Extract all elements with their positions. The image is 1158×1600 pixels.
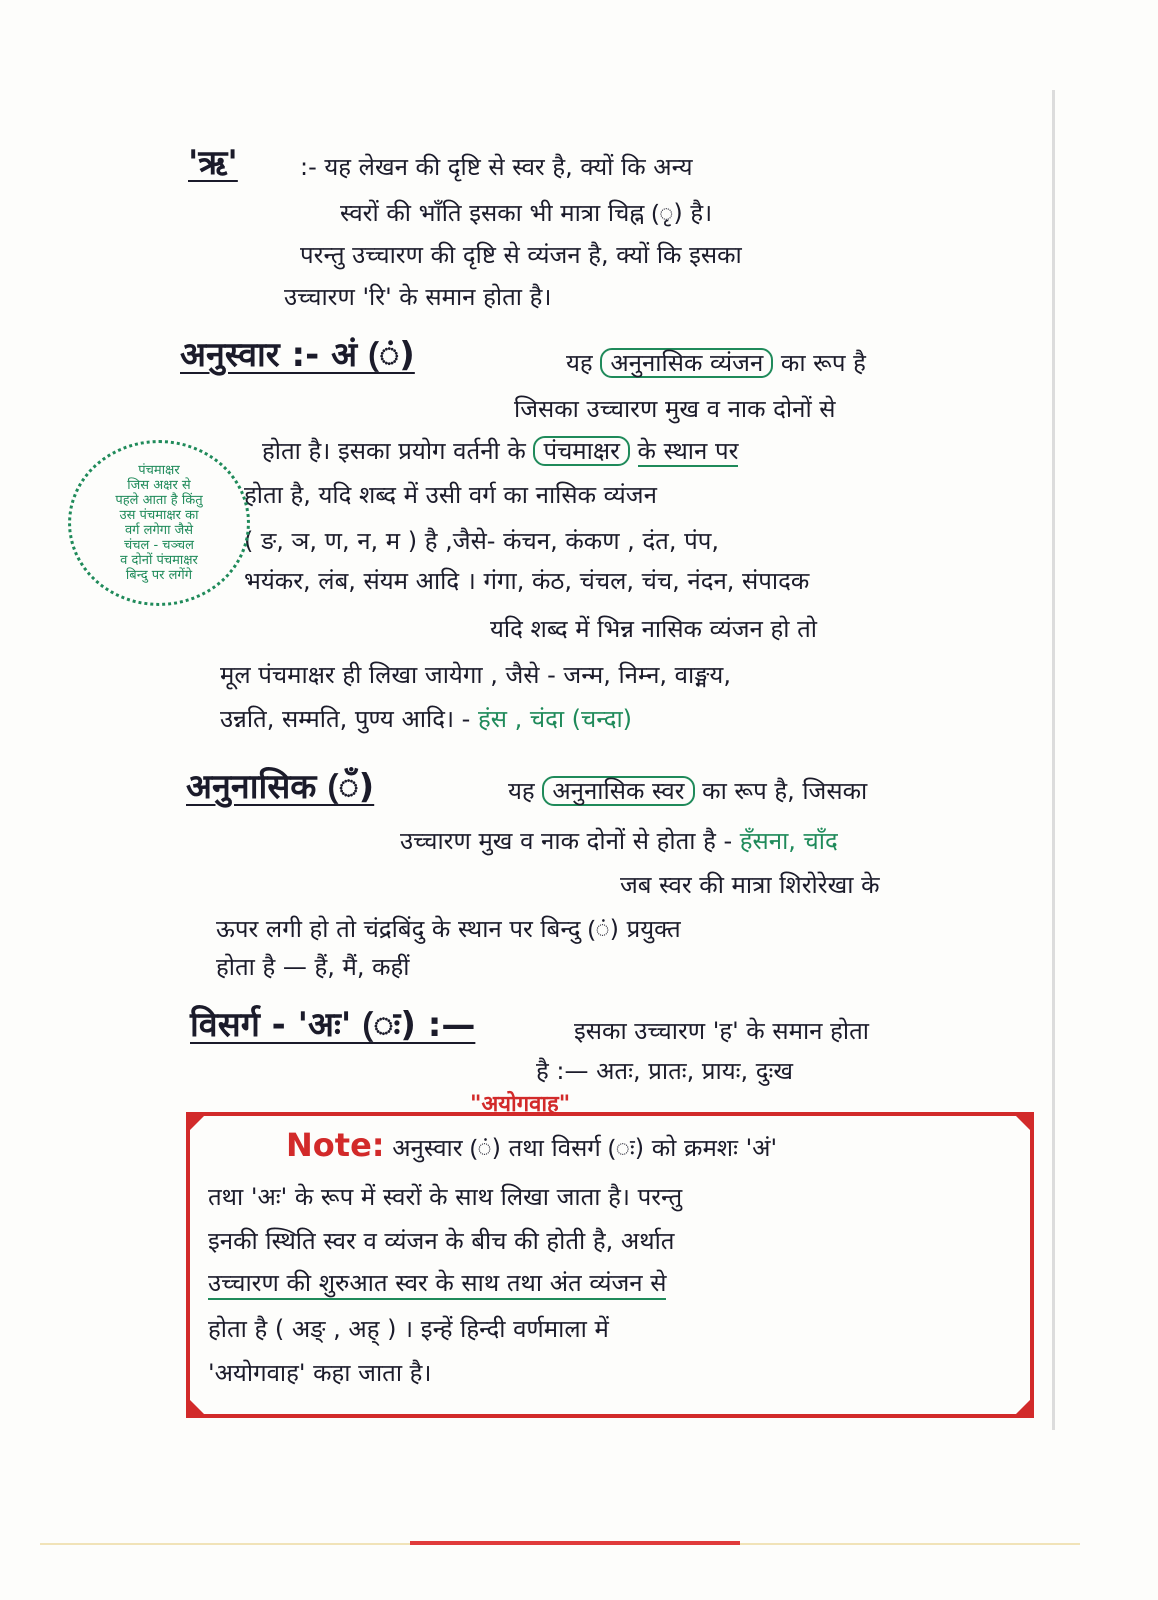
ri-line-2: स्वरों की भाँति इसका भी मात्रा चिह्न (ृ) है। [340,199,713,227]
note-line-1-text: अनुस्वार (ं) तथा विसर्ग (ः) को क्रमशः 'अं' [392,1134,778,1162]
anunasik-line-1 [508,776,867,806]
ri-line-4: उच्चारण 'रि' के समान होता है। [284,283,552,311]
page-edge-line [1052,90,1055,1430]
anunasik-line-3: जब स्वर की मात्रा शिरोरेखा के [620,871,880,899]
side-note-line: व दोनों पंचमाक्षर [120,553,198,568]
note-line-5: होता है ( अङ् , अह् ) । इन्हें हिन्दी वर्णमाला में [208,1315,609,1343]
anuswar-line-1-post: का रूप है [780,349,866,377]
anunasik-line-1-post: का रूप है, जिसका [702,777,868,805]
anunasik-line-2-text: उच्चारण मुख व नाक दोनों से होता है - [400,827,733,855]
side-note-line: पंचमाक्षर [138,463,180,478]
bottom-red-mark [410,1541,740,1545]
anuswar-line-9-text: उन्नति, सम्मति, पुण्य आदि। - [220,705,471,733]
note-corner [1012,1112,1034,1134]
ayogvah-title: "अयोगवाह" [470,1092,571,1117]
anuswar-line-8: मूल पंचमाक्षर ही लिखा जायेगा , जैसे - जन्म, निम्न, वाङ्मय, [220,661,731,689]
anuswar-highlight-box: अनुनासिक व्यंजन [600,348,773,378]
anuswar-line-3-pre: होता है। इसका प्रयोग वर्तनी के [262,437,526,465]
side-note-line: पहले आता है किंतु [115,493,203,508]
anuswar-line-4: होता है, यदि शब्द में उसी वर्ग का नासिक व्यंजन [244,481,657,509]
anuswar-line-1-pre: यह [566,349,593,377]
visarg-heading: विसर्ग - 'अः' (ः) :— [190,1005,476,1045]
side-note-line: वर्ग लगेगा जैसे [124,523,194,538]
visarg-line-2: है :— अतः, प्रातः, प्रायः, दुःख [536,1057,793,1085]
note-line-2: तथा 'अः' के रूप में स्वरों के साथ लिखा जाता है। परन्तु [208,1183,683,1211]
anuswar-line-2: जिसका उच्चारण मुख व नाक दोनों से [514,395,836,423]
anunasik-line-2-example: हँसना, चाँद [739,827,838,855]
anuswar-line-3-post: के स्थान पर [637,437,739,465]
anuswar-line-3 [262,436,738,466]
note-line-6: 'अयोगवाह' कहा जाता है। [208,1359,432,1387]
note-box [186,1112,1034,1418]
anuswar-line-9-example: हंस , चंदा (चन्दा) [478,705,633,733]
visarg-line-1: इसका उच्चारण 'ह' के समान होता [574,1017,869,1045]
note-line-1 [286,1126,778,1164]
anunasik-line-4: ऊपर लगी हो तो चंद्रबिंदु के स्थान पर बिन्दु (ं) प्रयुक्त [216,915,681,943]
ri-line-1: :- यह लेखन की दृष्टि से स्वर है, क्यों कि अन्य [300,153,693,181]
side-note-line: जिस अक्षर से [127,478,191,493]
anuswar-heading: अनुस्वार :- अं (ं) [180,335,415,375]
anuswar-line-7: यदि शब्द में भिन्न नासिक व्यंजन हो तो [490,615,817,643]
note-line-3: इनकी स्थिति स्वर व व्यंजन के बीच की होती है, अर्थात [208,1227,675,1255]
anuswar-line-5: ( ङ, ञ, ण, न, म ) है ,जैसे- कंचन, कंकण , दंत, पंप, [244,527,720,555]
anunasik-line-5: होता है — हैं, मैं, कहीं [216,953,410,981]
side-note-line: उस पंचमाक्षर का [119,508,199,523]
note-line-4: उच्चारण की शुरुआत स्वर के साथ तथा अंत व्यंजन से [208,1268,666,1300]
anuswar-line-1 [566,348,866,378]
anunasik-line-2 [400,826,838,856]
anuswar-line-6: भयंकर, लंब, संयम आदि । गंगा, कंठ, चंचल, चंच, नंदन, संपादक [244,567,810,595]
side-note-circle [68,440,250,606]
note-corner [186,1112,208,1134]
anunasik-heading: अनुनासिक (ँ) [186,767,375,807]
anunasik-highlight-box: अनुनासिक स्वर [542,776,694,806]
note-corner [1012,1396,1034,1418]
ri-line-3: परन्तु उच्चारण की दृष्टि से व्यंजन है, क्यों कि इसका [300,241,742,269]
anuswar-line-9 [220,704,632,734]
anunasik-line-1-pre: यह [508,777,535,805]
side-note-line: चंचल - चञ्चल [124,538,194,553]
note-corner [186,1396,208,1418]
note-label: Note: [286,1126,385,1164]
ri-heading: 'ऋ' [188,143,238,183]
side-note-line: बिन्दु पर लगेंगे [125,568,193,583]
panchmakshar-highlight-box: पंचमाक्षर [533,436,629,466]
